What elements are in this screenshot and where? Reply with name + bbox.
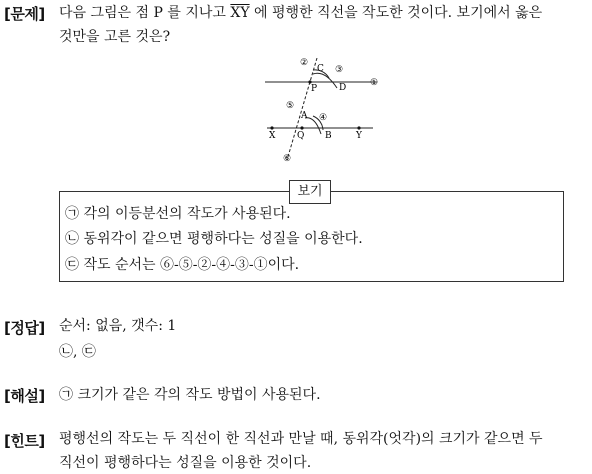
label-circle-4: ④ [319, 113, 328, 123]
label-circle-1: ① [370, 78, 379, 88]
bogi-item-2: ㉡ 동위각이 같으면 평행하다는 성질을 이용한다. [65, 231, 363, 247]
answer-line1: 순서: 없음, 갯수: 1 [59, 318, 177, 334]
label-p: P [311, 84, 318, 94]
label-circle-5: ⑤ [286, 101, 295, 111]
label-circle-3: ③ [335, 65, 344, 75]
answer-label: [정답] [4, 319, 45, 337]
label-y: Y [356, 131, 362, 141]
point-q [300, 126, 303, 129]
label-q: Q [297, 131, 305, 141]
problem-label: [문제] [4, 5, 45, 23]
label-c: C [317, 64, 324, 74]
bogi-item-3: ㉢ 작도 순서는 ⑥-⑤-②-④-③-①이다. [65, 257, 300, 273]
label-d: D [339, 83, 347, 93]
problem-text-line1 [59, 2, 542, 24]
problem-text-b: 에 평행한 직선을 작도한 것이다. 보기에서 옳은 [249, 5, 543, 21]
hint-line2: 직선이 평행하다는 성질을 이용한 것이다. [59, 455, 312, 471]
answer-line2: ㉡, ㉢ [59, 344, 96, 360]
bogi-title: 보기 [289, 180, 331, 204]
problem-text-a: 다음 그림은 점 P 를 지나고 [59, 5, 231, 21]
construction-figure [255, 58, 390, 166]
xy-line-notation: $\overline{XY}$ [230, 5, 250, 21]
explanation-label: [해설] [4, 387, 45, 405]
label-a: A [301, 111, 308, 121]
label-circle-6: ⑥ [283, 154, 292, 164]
explanation-line1: ㉠ 크기가 같은 각의 작도 방법이 사용된다. [59, 387, 321, 403]
label-b: B [325, 131, 332, 141]
point-y [357, 126, 360, 129]
label-circle-2: ② [300, 58, 309, 68]
bogi-item-1: ㉠ 각의 이등분선의 작도가 사용된다. [65, 206, 291, 222]
problem-text-line2: 것만을 고른 것은? [59, 29, 171, 45]
hint-label: [힌트] [4, 432, 45, 450]
point-x [270, 126, 273, 129]
label-x: X [269, 131, 276, 141]
hint-line1: 평행선의 작도는 두 직선이 한 직선과 만날 때, 동위각(엇각)의 크기가 같으면 두 [59, 431, 543, 447]
